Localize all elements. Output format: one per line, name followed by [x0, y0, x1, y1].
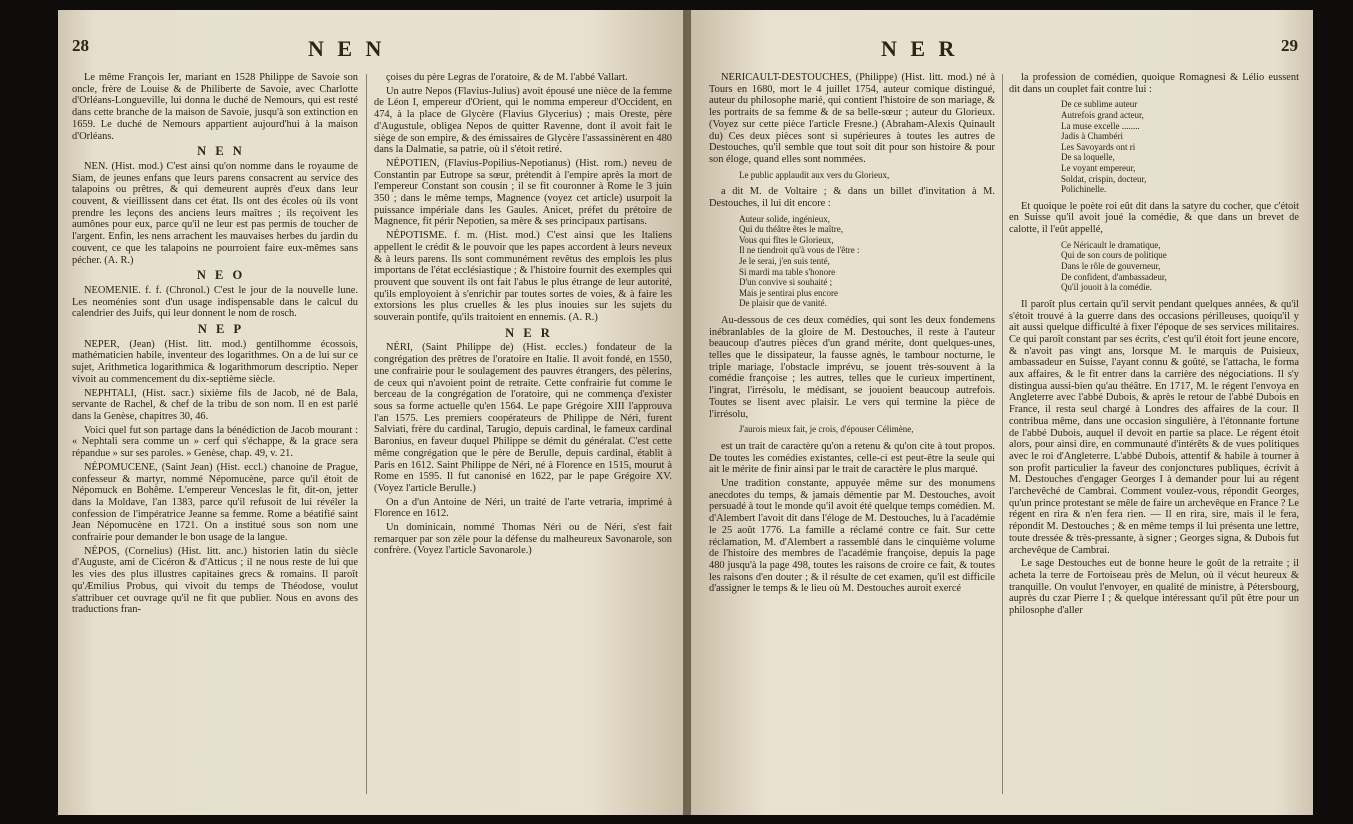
verse-line: Qui de son cours de politique: [1061, 250, 1167, 261]
paragraph: NEPER, (Jean) (Hist. litt. mod.) gentilhomme écossois, mathématicien habile, inventeur des logarithmes. On a de lui sur ce sujet, Arithmetica logarithmica & logarithmorum descriptio. Neper vivoit au commencement du dix-septième siècle.: [72, 338, 358, 385]
open-book: [58, 10, 1313, 815]
verse-block: [739, 424, 995, 435]
verse-line: Auteur solide, ingénieux,: [739, 213, 830, 224]
verse-line: Je le serai, j'en suis tenté,: [739, 256, 830, 266]
paragraph: NEN. (Hist. mod.) C'est ainsi qu'on nomme dans le royaume de Siam, de jeunes enfans que leurs parens consacrent au service des talapoins ou prêtres, & qui demeurent auprès d'eux dans leur couvent, & vieillissent dans cet état. Ils ont des écoles où ils vont prendre les leçons des anciens leurs maîtres ; ils reçoivent les aumônes pour eux, parce qu'il ne leur est pas permis de toucher de l'argent. Enfin, les nens arrachent les mauvaises herbes du jardin du couvent, ce que les talapoins ne pourroient faire eux-mêmes sans pécher. (A. R.): [72, 160, 358, 266]
verse-line: Le voyant empereur,: [1061, 162, 1136, 173]
paragraph: On a d'un Antoine de Néri, un traité de l'arte vetraria, imprimé à Florence en 1612.: [374, 496, 672, 520]
paragraph: Il paroît plus certain qu'il servit pendant quelques années, & qu'il s'étoit trouvé à la guerre dans des occasions périlleuses, quoiqu'il y ait aussi quelque difficulté à fixer l'époque de ses services militaires. Ce qui paroît constant par ses écrits, c'est qu'il étoit fort jeune encore, & n'avoit pas vingt ans, lorsque M. le marquis de Puisieux, ambassadeur en Suisse, l'ayant connu & goûté, se l'attacha, le forma aux affaires, & le fit entrer dans la carrière des négociations. Il s'y distingua aussi-bien qu'au théâtre. En 1717, M. le régent l'envoya en Angleterre avec l'abbé Dubois, & après le retour de l'abbé Dubois en France, il resta seul chargé à Londres des affaires de la cour. Il contribua même, dans une occasion singulière, à l'étonnante fortune de l'abbé Dubois, auquel il devoit en partie sa place. Le régent étoit alors, pour ainsi dire, en communauté d'intérêts & de vues politiques avec le roi d'Angleterre. L'abbé Dubois, attentif & habile à tourner à son profit particulier la faveur des conjonctures publiques, écrivit à M. Destouches d'engager Georges I à demander pour lui au régent l'archevêché de Cambrai. Comment voulez-vous, répondit Georges, qu'un prince protestant se mêle de faire un archevêque en France ? Le régent en rira & n'en fera rien. — Il en rira, sire, mais il le fera, répondit M. Destouches ; & en même temps il lui présenta une lettre, toute dressée & très-pressante, à signer ; Georges signa, & Dubois fut archevêque de Cambrai.: [1009, 298, 1299, 556]
verse-line: La muse excelle ........: [1061, 120, 1140, 131]
column-rule: [1002, 74, 1003, 794]
section-heading: N E O: [196, 268, 246, 283]
verse-block: [1061, 240, 1299, 293]
paragraph: NÉPOS, (Cornelius) (Hist. litt. anc.) historien latin du siècle d'Auguste, ami de Cicéron & d'Atticus ; il ne nous reste de lui que les vies des plus illustres capitaines grecs & romains. Il paroît qu'Æmilius Probus, qui vivoit du temps de Théodose, voulut s'attribuer cet ouvrage qu'il ne fit que publier. Nous en avons des traductions fran-: [72, 545, 358, 616]
verse-line: Vous qui fîtes le Glorieux,: [739, 234, 834, 245]
verse-line: De ce sublime auteur: [1061, 99, 1138, 110]
paragraph: Et quoique le poète roi eût dit dans la satyre du cocher, que c'étoit en Suisse qu'il avoit joué la comédie, & que dans un brevet de calotte, il l'eût appellé,: [1009, 200, 1299, 236]
verse-line: De sa loquelle,: [1061, 152, 1115, 163]
left-column-2: [374, 72, 672, 804]
section-heading: N E N: [197, 144, 245, 159]
paragraph: la profession de comédien, quoique Romagnesi & Lélio eussent dit dans un couplet fait contre lui :: [1009, 72, 1299, 95]
verse-line: Qu'il jouoit à la comédie.: [1061, 282, 1152, 293]
verse-line: Jadis à Chambéri: [1061, 131, 1123, 142]
paragraph: Voici quel fut son partage dans la bénédiction de Jacob mourant : « Nephtali sera comme un » cerf qui s'échappe, & la grace sera répandue » sur ses paroles. » Genèse, chap. 49, v. 21.: [72, 424, 358, 460]
left-column-1: [72, 72, 358, 804]
right-column-1: [709, 72, 995, 804]
paragraph: NÉPOTISME. f. m. (Hist. mod.) C'est ainsi que les Italiens appellent le crédit & le pouvoir que les papes accordent à leurs neveux & à leurs parens. Ils sont communément revêtus des emplois les plus importans de l'état ecclésiastique ; & l'histoire fournit des exemples qui prouvent que souvent ils ont fait l'abus le plus étrange de leur autorité, qu'ils employoient à s'enrichir par toutes sortes de voies, & à faire les extorsions les plus cruelles & les plus inouies sur les sujets du souverain pontife, qu'ils traitoient en ennemis. (A. R.): [374, 230, 672, 324]
paragraph: NÉPOMUCENE, (Saint Jean) (Hist. eccl.) chanoine de Prague, confesseur & martyr, nommé Népomucène, parce qu'il étoit de Népomuck en Bohême. L'empereur Venceslas le fit, dit-on, jetter dans la Moldave, l'an 1383, parce qu'il refusoit de lui révéler la confession de l'impératrice Jeanne sa femme. Rome a béatifié saint Jean Népomucène en 1721. On a institué sous son nom une confrairie pour demander le bon usage de la langue.: [72, 461, 358, 544]
verse-line: D'un convive si souhaité ;: [739, 277, 833, 288]
paragraph: a dit M. de Voltaire ; & dans un billet d'invitation à M. Destouches, il lui dit encore :: [709, 186, 995, 209]
paragraph: Une tradition constante, appuyée même sur des monumens anecdotes du temps, & jamais démentie par M. Destouches, avoit persuadé à tout le monde qu'il avoit été quelque temps comédien. M. d'Alembert l'avoit dit dans l'éloge de M. Destouches, lu à l'académie le 25 août 1776. La famille a réclamé contre ce fait. Sur cette réclamation, M. d'Alembert a rassemblé dans le cinquième volume de l'histoire des membres de l'académie françoise, depuis la page 480 jusqu'à la page 498, toutes les raisons de croire ce fait, & toutes les raisons d'en douter ; & il résulte de cet examen, qu'il est difficile d'assigner le temps & le lieu où M. Destouches auroit exercé: [709, 478, 995, 595]
verse-line: Le public applaudit aux vers du Glorieux,: [739, 169, 890, 180]
paragraph: NÉRICAULT-DESTOUCHES, (Philippe) (Hist. litt. mod.) né à Tours en 1680, mort le 4 juillet 1754, auteur comique distingué, auteur du philosophe marié, qui contient l'histoire de son mariage, & les portraits de sa femme & de sa belle-sœur ; auteur du Glorieux. (Voyez sur cette pièce l'article Fresne.) (Abraham-Alexis Quinault du) Ces deux pièces sont si supérieures à toutes les autres de Destouches, qu'il semble que tout soit dit pour son histoire & pour son éloge, quand elles sont nommées.: [709, 72, 995, 165]
verse-line: Dans le rôle de gouverneur,: [1061, 261, 1161, 272]
verse-line: Ce Néricault le dramatique,: [1061, 239, 1161, 250]
paragraph: çoises du père Legras de l'oratoire, & de M. l'abbé Vallart.: [386, 72, 628, 83]
book-gutter: [683, 10, 691, 815]
verse-line: Si mardi ma table s'honore: [739, 266, 836, 277]
verse-line: De confident, d'ambassadeur,: [1061, 271, 1167, 282]
left-folio: 28: [72, 36, 89, 55]
section-heading: N E P: [197, 322, 245, 337]
verse-line: J'aurois mieux fait, je crois, d'épouser Célimène,: [739, 424, 914, 435]
paragraph: NEPHTALI, (Hist. sacr.) sixième fils de Jacob, né de Bala, servante de Rachel, & chef de la tribu de son nom. Il en est parlé dans la Genèse, chapitres 30, 46.: [72, 387, 358, 422]
paragraph: NÉPOTIEN, (Flavius-Popilius-Nepotianus) (Hist. rom.) neveu de Constantin par Eutrope sa sœur, prétendit à l'empire après la mort de l'empereur Constant son cousin ; il se fit couronner à Rome le 3 juin 350 ; dans le même temps, Magnence (voyez cet article) usurpoit la puissance impériale dans les Gaules. Anicet, préfet du prétoire de Magnence, fit périr Nepotien, sa mère & ses principaux partisans.: [374, 157, 672, 228]
right-folio: 29: [1281, 36, 1298, 55]
paragraph: est un trait de caractère qu'on a retenu & qu'on cite à tout propos. De toutes les comédies existantes, celle-ci est peut-être la seule qui ait le mérite de finir ainsi par le trait de caractère le plus marqué.: [709, 440, 995, 476]
paragraph: Un dominicain, nommé Thomas Néri ou de Néri, s'est fait remarquer par son zèle pour la défense du malheureux Savonarole, son confrère. (Voyez l'article Savonarole.): [374, 522, 672, 557]
verse-block: [739, 214, 995, 309]
right-page: [691, 10, 1313, 815]
paragraph: Le sage Destouches eut de bonne heure le goût de la retraite ; il acheta la terre de Fortoiseau près de Melun, où il vécut heureux & tranquille. On voulut l'envoyer, en qualité de ministre, à Pétersbourg, auprès du czar Pierre I ; & quelque intéressant qu'il pût être pour un philosophe d'aller: [1009, 558, 1299, 617]
paragraph: Le même François Ier, mariant en 1528 Philippe de Savoie son oncle, frère de Louise & de Philiberte de Savoie, avec Charlotte d'Orléans-Longueville, lui donna le duché de Nemours, qui est resté dans cette branche de la maison de Savoie, jusqu'à son extinction en 1659. Le duché de Nemours appartient aujourd'hui à la maison d'Orléans.: [72, 72, 358, 142]
right-running-title: N E R: [881, 36, 959, 61]
paragraph: Au-dessous de ces deux comédies, qui sont les deux fondemens inébranlables de la gloire de M. Destouches, il reste à l'auteur beaucoup d'autres pièces d'un grand mérite, dont quelques-unes, telles que le dissipateur, la fausse agnès, le tambour nocturne, le triple mariage, l'obstacle imprévu, se jouent très-souvent à la comédie françoise ; les autres, telles que le curieux impertinent, l'ingrat, l'irrésolu, le médisant, se jouoient beaucoup autrefois. Toutes se lisent avec plaisir. Le vers qui termine la pièce de l'irrésolu,: [709, 314, 995, 420]
paragraph: Un autre Nepos (Flavius-Julius) avoit épousé une nièce de la femme de Léon I, empereur d'Orient, qui le nomma empereur d'Occident, en 474, à la place de Glycère (Flavius Glycerius) ; mais Oreste, père d'Augustule, obligea Nepos de quitter Ravenne, dont il avoit fait le siège de son empire, & des émissaires de Glycère l'assassinèrent en 480 dans la Dalmatie, sa patrie, où il s'étoit retiré.: [374, 85, 672, 156]
verse-line: De plaisir que de vanité.: [739, 298, 827, 309]
verse-line: Mais je sentirai plus encore: [739, 287, 838, 298]
verse-line: Il ne tiendroit qu'à vous de l'être :: [739, 245, 860, 256]
verse-line: Polichinelle.: [1061, 184, 1107, 195]
column-rule: [366, 74, 367, 794]
paragraph: NÉRI, (Saint Philippe de) (Hist. eccles.) fondateur de la congrégation des prêtres de l'oratoire en Italie. Il avoit fondé, en 1550, une confrairie pour le soulagement des pauvres étrangers, des pèlerins, de ceux qui n'avoient point de retraite. Cette confrairie fut comme le berceau de la congrégation de l'oratoire, qui ne commença d'exister sous sa forme actuelle qu'en 1564. Le pape Grégoire XIII l'approuva l'an 1575. Les premiers coopérateurs de Philippe de Néri, furent Salviati, frère du cardinal, Tarugio, depuis cardinal, le fameux cardinal Baronius, en faveur duquel Philippe se démit du généralat. C'est cette même congrégation que le père de Berulle, depuis cardinal, établit à Paris en 1612. Saint Philippe de Néri, né à Florence en 1515, mourut à Rome en 1595. Il fut canonisé en 1622, par le pape Grégoire XV. (Voyez l'article Berulle.): [374, 342, 672, 494]
right-column-2: [1009, 72, 1299, 804]
verse-line: Qui du théâtre êtes le maître,: [739, 224, 843, 235]
verse-line: Autrefois grand acteur,: [1061, 110, 1144, 120]
verse-block: [739, 170, 995, 181]
section-heading: N E R: [505, 325, 553, 340]
paragraph: NEOMENIE. f. f. (Chronol.) C'est le jour de la nouvelle lune. Les neoménies sont d'un usage indispensable dans le calcul du calendrier des Juifs, qui leur donnent le nom de rosch.: [72, 284, 358, 320]
left-page: [58, 10, 683, 815]
verse-block: [1061, 99, 1299, 194]
left-running-title: N E N: [308, 36, 386, 61]
verse-line: Les Savoyards ont ri: [1061, 141, 1136, 152]
verse-line: Soldat, crispin, docteur,: [1061, 173, 1147, 184]
